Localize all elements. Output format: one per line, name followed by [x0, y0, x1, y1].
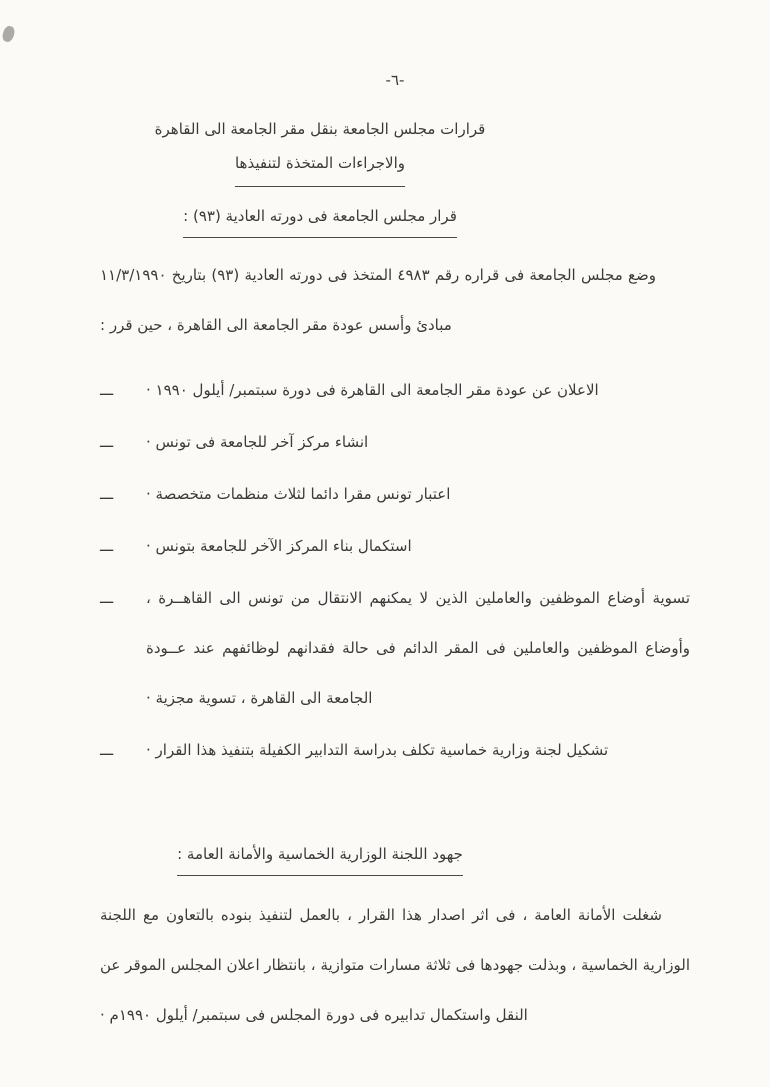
- list-item-text: تسوية أوضاع الموظفين والعاملين الذين لا يمكنهم الانتقال من تونس الى القاهــرة ، وأوضاع الموظفين والعاملين فى المقر الدائم فى حالة فقدانهم لوظائفهم عند عــودة الجامعة الى القاهرة ، تسوية مجزية ·: [146, 589, 690, 707]
- list-item-text: استكمال بناء المركز الآخر للجامعة بتونس ·: [146, 537, 412, 555]
- list-item-text: الاعلان عن عودة مقر الجامعة الى القاهرة فى دورة سبتمبر/ أيلول ١٩٩٠ ·: [146, 381, 599, 399]
- document-title: [100, 112, 540, 187]
- list-dash-marker: ـــ: [100, 381, 114, 399]
- list-item: [100, 573, 690, 723]
- list-dash-marker: ـــ: [100, 589, 114, 607]
- list-item: [100, 469, 690, 519]
- document-title-line-2-text: والاجراءات المتخذة لتنفيذها: [235, 146, 405, 187]
- section-1-intro-paragraph: وضع مجلس الجامعة فى قراره رقم ٤٩٨٣ المتخذ فى دورته العادية (٩٣) بتاريخ ١١/٣/١٩٩٠ مبادئ وأسس عودة مقر الجامعة الى القاهرة ، حين قرر :: [100, 266, 656, 334]
- list-item: [100, 725, 690, 775]
- list-dash-marker: ـــ: [100, 485, 114, 503]
- decision-list: [100, 365, 690, 775]
- list-item-text: انشاء مركز آخر للجامعة فى تونس ·: [146, 433, 369, 451]
- section-2-heading-text: جهود اللجنة الوزارية الخماسية والأمانة العامة :: [177, 839, 463, 876]
- section-1-heading: [100, 201, 540, 238]
- list-dash-marker: ـــ: [100, 537, 114, 555]
- page-number: -٦-: [385, 71, 405, 89]
- document-title-line-2: [100, 146, 540, 187]
- scan-artifact: [1, 25, 16, 44]
- list-dash-marker: ـــ: [100, 741, 114, 759]
- document-title-line-1: قرارات مجلس الجامعة بنقل مقر الجامعة الى القاهرة: [154, 120, 486, 138]
- list-item-text: تشكيل لجنة وزارية خماسية تكلف بدراسة التدابير الكفيلة بتنفيذ هذا القرار ·: [146, 741, 609, 759]
- section-1-heading-text: قرار مجلس الجامعة فى دورته العادية (٩٣) :: [183, 201, 457, 238]
- section-2-heading: [100, 839, 540, 876]
- list-item: [100, 417, 690, 467]
- section-2-body-paragraph: شغلت الأمانة العامة ، فى اثر اصدار هذا القرار ، بالعمل لتنفيذ بنوده بالتعاون مع اللجنة الوزارية الخماسية ، وبذلت جهودها فى ثلاثة مسارات متوازية ، بانتظار اعلان المجلس الموقر عن النقل واستكمال تدابيره فى دورة المجلس فى سبتمبر/ أيلول ١٩٩٠م ·: [100, 906, 690, 1024]
- list-item-text: اعتبار تونس مقرا دائما لثلاث منظمات متخصصة ·: [146, 485, 451, 503]
- list-item: [100, 521, 690, 571]
- list-dash-marker: ـــ: [100, 433, 114, 451]
- list-item: [100, 365, 690, 415]
